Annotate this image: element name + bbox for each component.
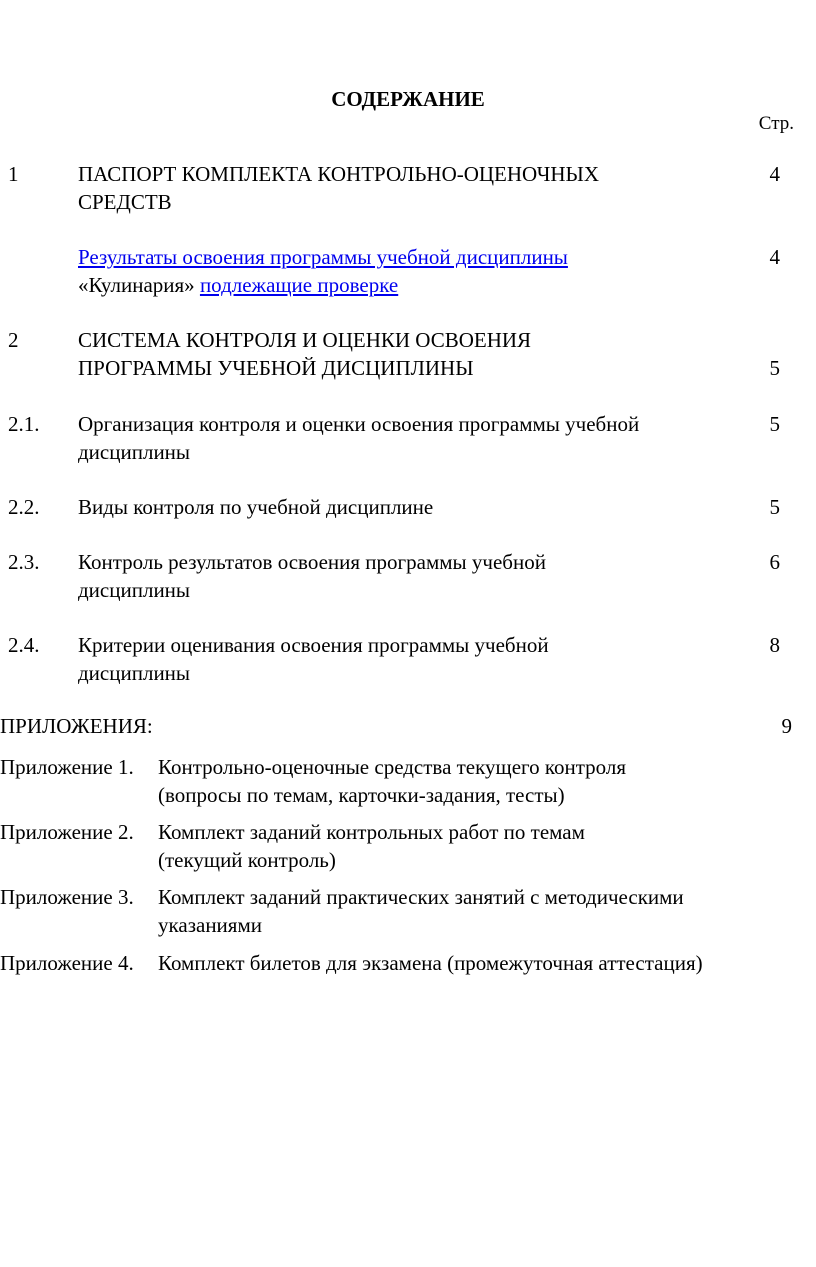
toc-entry-page: 4 bbox=[769, 162, 780, 186]
toc-entry-number: 2.3. bbox=[8, 550, 40, 574]
appendix-description bbox=[158, 818, 808, 874]
page-column-header: Стр. bbox=[758, 113, 794, 134]
results-link[interactable]: Результаты освоения программы учебной дисциплины bbox=[78, 245, 568, 269]
appendix-line-2: (текущий контроль) bbox=[158, 848, 336, 872]
toc-entry-page: 8 bbox=[769, 633, 780, 657]
page-title: СОДЕРЖАНИЕ bbox=[331, 87, 485, 111]
toc-entry-number: 2.2. bbox=[8, 495, 40, 519]
appendix-line-1: Комплект заданий контрольных работ по темам bbox=[158, 820, 585, 844]
toc-entry-number: 2.1. bbox=[8, 412, 40, 436]
toc-entry-number: 2.4. bbox=[8, 633, 40, 657]
toc-entry-text: СИСТЕМА КОНТРОЛЯ И ОЦЕНКИ ОСВОЕНИЯ ПРОГРАММЫ УЧЕБНОЙ ДИСЦИПЛИНЫ bbox=[78, 328, 532, 380]
toc-entry-number: 2 bbox=[8, 328, 19, 352]
toc-entry-text: Контроль результатов освоения программы учебной дисциплины bbox=[78, 550, 546, 602]
toc-entry-text: ПАСПОРТ КОМПЛЕКТА КОНТРОЛЬНО-ОЦЕНОЧНЫХ СРЕДСТВ bbox=[78, 162, 599, 214]
appendix-line-1: Комплект заданий практических занятий с методическими bbox=[158, 885, 684, 909]
toc-entry-page: 5 bbox=[769, 495, 780, 519]
toc-entry-page: 4 bbox=[769, 245, 780, 269]
toc-entry-text bbox=[78, 243, 738, 299]
discipline-name: «Кулинария» bbox=[78, 273, 195, 297]
appendix-line-2: указаниями bbox=[158, 913, 262, 937]
appendix-line-1: Комплект билетов для экзамена (промежуточная аттестация) bbox=[158, 951, 703, 975]
toc-entry-text: Критерии оценивания освоения программы учебной дисциплины bbox=[78, 633, 549, 685]
appendices-heading: ПРИЛОЖЕНИЯ: bbox=[0, 714, 153, 738]
appendix-label: Приложение 1. bbox=[0, 755, 134, 779]
appendix-line-1: Контрольно-оценочные средства текущего контроля bbox=[158, 755, 627, 779]
appendices-page: 9 bbox=[781, 714, 792, 738]
toc-entry-page: 5 bbox=[769, 412, 780, 436]
toc-entry-page: 5 bbox=[769, 356, 780, 380]
appendix-description bbox=[158, 883, 808, 939]
checked-items-link[interactable]: подлежащие проверке bbox=[199, 273, 399, 297]
appendix-label: Приложение 3. bbox=[0, 885, 134, 909]
toc-entry-number: 1 bbox=[8, 162, 19, 186]
appendix-description bbox=[158, 949, 808, 977]
toc-entry-text: Виды контроля по учебной дисциплине bbox=[78, 495, 434, 519]
toc-entry-text: Организация контроля и оценки освоения программы учебной дисциплины bbox=[78, 412, 640, 464]
appendix-line-2: (вопросы по темам, карточки-задания, тесты) bbox=[158, 783, 565, 807]
appendix-description bbox=[158, 753, 808, 809]
toc-entry-page: 6 bbox=[769, 550, 780, 574]
appendix-label: Приложение 2. bbox=[0, 820, 134, 844]
appendix-label: Приложение 4. bbox=[0, 951, 134, 975]
